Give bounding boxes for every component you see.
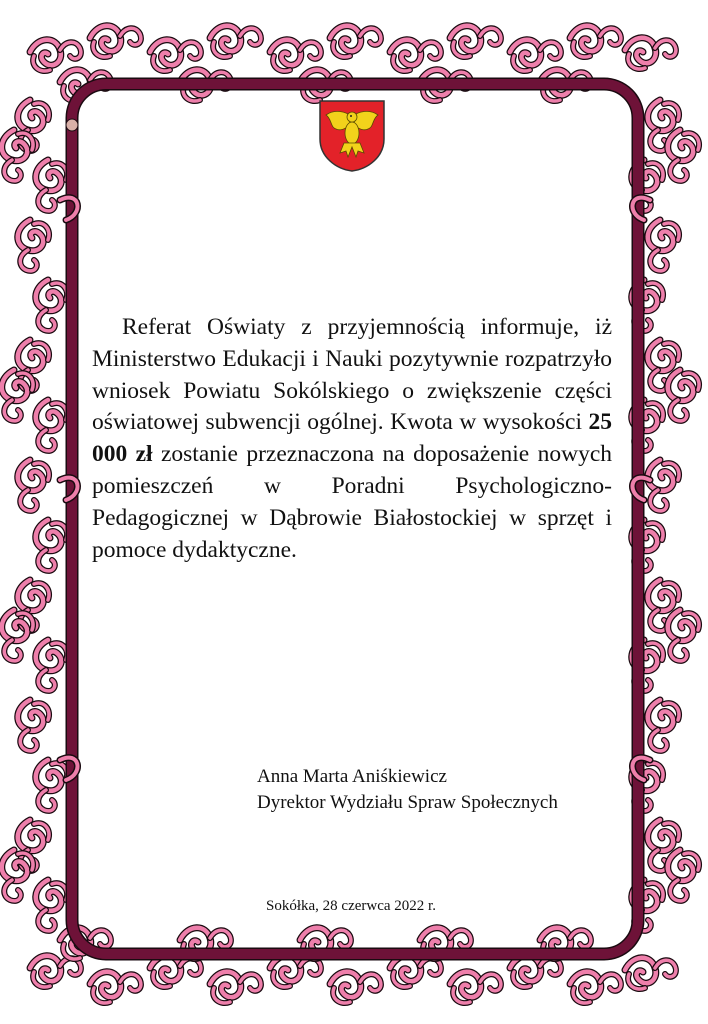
signature-block: [257, 764, 558, 816]
announcement-paragraph: [92, 312, 612, 566]
ornament-bottom-row: [30, 928, 676, 1003]
announcement-text-part-2: zostanie przeznaczona na doposażenie nowych pomieszczeń w Poradni Psychologiczno-Pedagogicznej w Dąbrowie Białostockiej w sprzęt i pomoce dydaktyczne.: [92, 441, 613, 563]
announcement-text-part-1: Referat Oświaty z przyjemnością informuje, iż Ministerstwo Edukacji i Nauki pozytywnie rozpatrzyło wniosek Powiatu Sokólskiego o zwiększenie części oświatowej subwencji ogólnej. Kwota w wysokości: [92, 314, 612, 436]
signatory-name: Anna Marta Aniśkiewicz: [257, 766, 447, 787]
coat-of-arms-eagle-icon: [318, 99, 386, 173]
ornament-left-column: [2, 100, 67, 931]
place-and-date: Sokółka, 28 czerwca 2022 r.: [266, 898, 436, 914]
grant-amount: 25 000 zł: [92, 409, 613, 468]
signatory-title: Dyrektor Wydziału Spraw Społecznych: [257, 792, 558, 813]
